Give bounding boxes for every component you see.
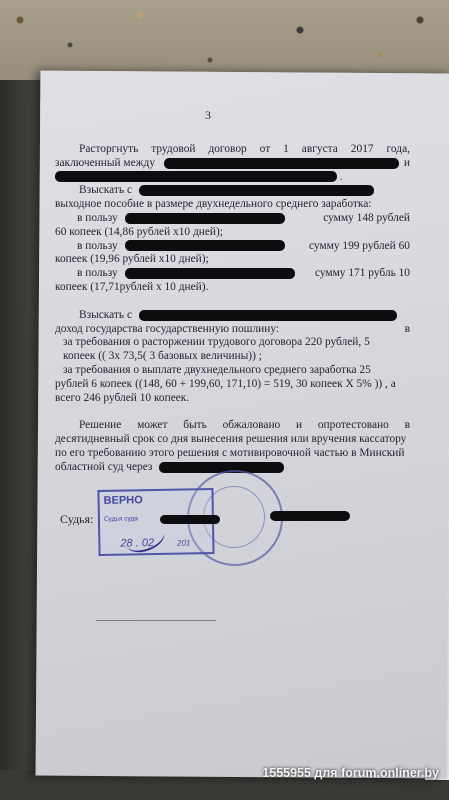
- judge-label: Судья:: [60, 512, 94, 526]
- stamp-line: Судья суда: [103, 515, 138, 523]
- redaction-bar: [139, 185, 374, 196]
- appeal-line-4: областной суд через: [55, 461, 410, 475]
- recover-line-2: выходное пособие в размере двухнедельного среднего заработка:: [55, 198, 372, 211]
- stamp-title: ВЕРНО: [103, 494, 143, 507]
- terminate-line-1: Расторгнуть трудовой договор от 1 августа 2017 года,: [79, 143, 410, 155]
- duty-line-3: за требования о расторжении трудового договора 220 рублей, 5: [63, 336, 370, 349]
- appeal-line-1: Решение может быть обжаловано и опротестовано в: [79, 419, 410, 432]
- payee-1-line-2: 60 копеек (14,86 рублей х10 дней);: [55, 225, 223, 238]
- left-shadow: [0, 80, 40, 800]
- payee-3-line-2: копеек (17,71рублей х 10 дней).: [55, 280, 209, 293]
- payee-3-line-1: в пользу сумму 171 рубль 10: [77, 267, 410, 280]
- redaction-bar: [270, 511, 350, 521]
- appeal-line-2: десятидневный срок со дня вынесения решения или вручения кассатору: [55, 433, 407, 446]
- terminate-line-2: заключенный между и: [55, 156, 410, 169]
- redaction-bar: [125, 240, 285, 251]
- document-body: [55, 143, 410, 475]
- terminate-line-3: .: [55, 171, 410, 185]
- page-number: 3: [205, 108, 211, 122]
- duty-line-1: Взыскать с в: [79, 308, 410, 335]
- stamp-date: 28 . 02 201: [120, 537, 191, 550]
- duty-line-7: всего 246 рублей 10 копеек.: [55, 391, 190, 404]
- payee-1-line-1: в пользу сумму 148 рублей: [77, 211, 410, 224]
- forum-watermark: 1555955 для forum.onliner.by: [262, 766, 439, 780]
- duty-line-2: доход государства государственную пошлину:: [55, 322, 280, 335]
- redaction-bar: [164, 158, 399, 169]
- payee-2-line-1: в пользу сумму 199 рублей 60: [77, 239, 410, 252]
- payee-2-line-2: копеек (19,96 рублей х10 дней);: [55, 253, 209, 266]
- footer-rule: [96, 620, 216, 621]
- redaction-bar: [125, 213, 285, 224]
- appeal-line-3: по его требованию этого решения с мотивировочной частью в Минский: [55, 446, 405, 459]
- redaction-bar: [139, 310, 397, 321]
- duty-line-5: за требования о выплате двухнедельного среднего заработка 25: [63, 363, 371, 376]
- duty-line-6: рублей 6 копеек ((148, 60 + 199,60, 171,10) = 519, 30 копеек Х 5% )) , а: [55, 377, 396, 390]
- redaction-bar: [125, 268, 295, 279]
- recover-line-1: Взыскать с: [55, 184, 410, 198]
- duty-line-4: копеек (( 3х 73,5( 3 базовых величины)) ;: [63, 350, 262, 363]
- redaction-bar: [55, 171, 337, 182]
- redaction-bar: [160, 515, 220, 524]
